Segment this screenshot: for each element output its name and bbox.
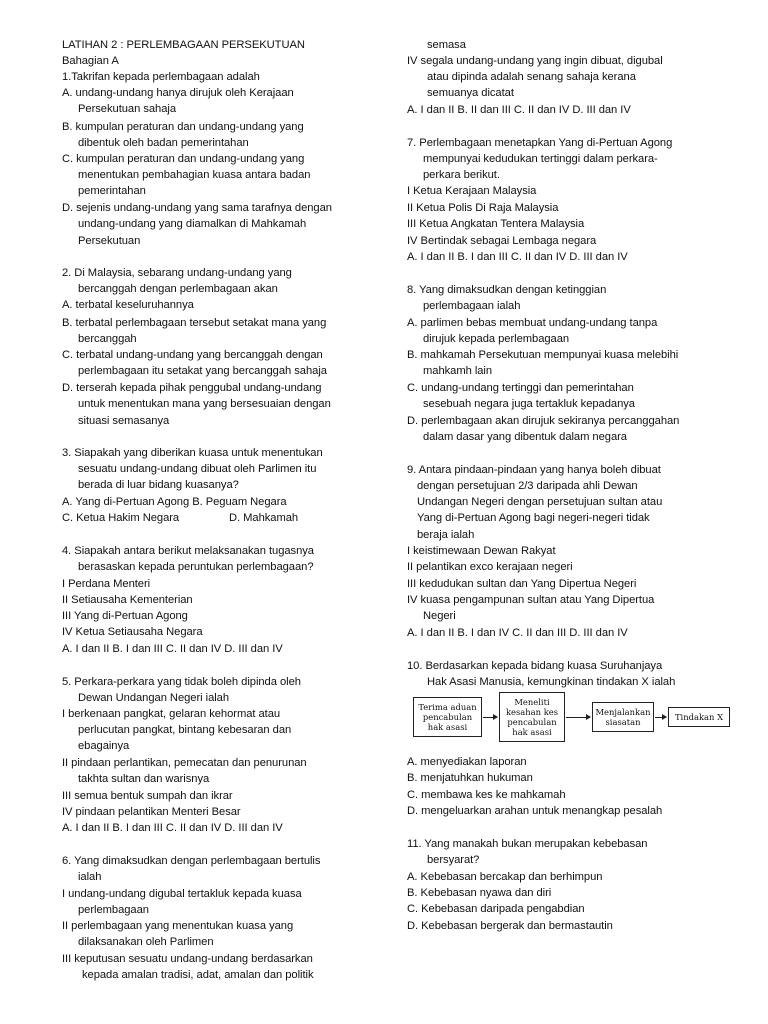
- q6-item-i: I undang-undang digubal tertakluk kepada kuasa: [62, 888, 302, 900]
- flow-box-receive-complaint: [413, 697, 482, 737]
- q11-stem-cont: bersyarat?: [427, 854, 480, 866]
- q4-item-ii: II Setiausaha Kementerian: [62, 594, 193, 606]
- flow-arrow-1: [483, 717, 497, 718]
- q5-item-iv: IV pindaan pelantikan Menteri Besar: [62, 806, 241, 818]
- q2-option-d: D. terserah kepada pihak penggubal undang-undang: [62, 382, 322, 394]
- q8-option-d: D. perlembagaan akan dirujuk sekiranya percanggahan: [407, 415, 680, 427]
- q6-item-i-cont: perlembagaan: [78, 904, 149, 916]
- q11-option-c: C. Kebebasan daripada pengabdian: [407, 903, 585, 915]
- q9-item-i: I keistimewaan Dewan Rakyat: [407, 545, 556, 557]
- flow-box2-line2: kesahan kes: [505, 707, 559, 717]
- q3-stem: 3. Siapakah yang diberikan kuasa untuk menentukan: [62, 447, 323, 459]
- q9-answers: A. I dan II B. I dan IV C. II dan III D. III dan IV: [407, 627, 628, 639]
- q1-option-a: A. undang-undang hanya dirujuk oleh Kerajaan: [62, 87, 294, 99]
- q4-item-iv: IV Ketua Setiausaha Negara: [62, 626, 203, 638]
- q1-option-a-cont: Persekutuan sahaja: [78, 103, 176, 115]
- q2-option-c-cont: perlembagaan itu setakat yang bercanggah sahaja: [78, 365, 327, 377]
- q4-item-i: I Perdana Menteri: [62, 578, 151, 590]
- worksheet-title: LATIHAN 2 : PERLEMBAGAAN PERSEKUTUAN: [62, 39, 305, 51]
- flow-box-verify-case: [499, 692, 565, 742]
- q4-item-iii: III Yang di-Pertuan Agong: [62, 610, 188, 622]
- q2-option-d-cont2: situasi semasanya: [78, 415, 170, 427]
- q1-option-c-cont: menentukan pembahagian kuasa antara badan: [78, 169, 311, 181]
- q6-item-ii: II perlembagaan yang menentukan kuasa yang: [62, 920, 294, 932]
- q3-option-d: D. Mahkamah: [229, 512, 299, 524]
- q8-stem-cont: perlembagaan ialah: [423, 300, 521, 312]
- flow-box2-line3: pencabulan: [507, 717, 557, 727]
- q7-stem-cont: mempunyai kedudukan tertinggi dalam perkara-: [423, 153, 658, 165]
- q6-stem: 6. Yang dimaksudkan dengan perlembagaan bertulis: [62, 855, 321, 867]
- q2-option-b-cont: bercanggah: [78, 333, 137, 345]
- flow-arrow-3: [655, 717, 666, 718]
- q8-stem: 8. Yang dimaksudkan dengan ketinggian: [407, 284, 607, 296]
- q11-option-d: D. Kebebasan bergerak dan bermastautin: [407, 920, 613, 932]
- q8-option-c-cont: sesebuah negara juga tertakluk kepadanya: [423, 398, 635, 410]
- q2-option-a: A. terbatal keseluruhannya: [62, 299, 194, 311]
- q6-stem-cont: ialah: [78, 871, 102, 883]
- q9-item-iv: IV kuasa pengampunan sultan atau Yang Dipertua: [407, 594, 655, 606]
- q6-answers: A. I dan II B. II dan III C. II dan IV D. III dan IV: [407, 104, 631, 116]
- q7-item-iv: IV Bertindak sebagai Lembaga negara: [407, 235, 597, 247]
- flow-box1-line1: Terima aduan: [418, 702, 477, 712]
- q1-option-c-cont2: pemerintahan: [78, 185, 146, 197]
- q6-item-iii-cont2: semasa: [427, 39, 466, 51]
- q10-option-c: C. membawa kes ke mahkamah: [407, 789, 566, 801]
- q7-item-iii: III Ketua Angkatan Tentera Malaysia: [407, 218, 585, 230]
- q1-option-b: B. kumpulan peraturan dan undang-undang yang: [62, 121, 304, 133]
- q5-item-i-cont: perlucutan pangkat, bintang kebesaran dan: [78, 724, 292, 736]
- q11-stem: 11. Yang manakah bukan merupakan kebebasan: [407, 838, 648, 850]
- q8-option-a-cont: dirujuk kepada perlembagaan: [423, 333, 570, 345]
- flow-arrow-2: [566, 717, 590, 718]
- q6-item-iv-cont2: semuanya dicatat: [427, 87, 514, 99]
- q9-stem-cont: dengan persetujuan 2/3 daripada ahli Dewan: [417, 480, 638, 492]
- flow-box-action-x: [668, 707, 730, 727]
- q6-item-ii-cont: dilaksanakan oleh Parlimen: [78, 936, 214, 948]
- q8-option-b-cont: mahkamh lain: [423, 365, 493, 377]
- q2-option-c: C. terbatal undang-undang yang bercanggah dengan: [62, 349, 323, 361]
- q7-item-ii: II Ketua Polis Di Raja Malaysia: [407, 202, 559, 214]
- q5-item-i: I berkenaan pangkat, gelaran kehormat atau: [62, 708, 281, 720]
- q4-stem: 4. Siapakah antara berikut melaksanakan tugasnya: [62, 545, 314, 557]
- q1-stem: 1.Takrifan kepada perlembagaan adalah: [62, 71, 260, 83]
- q8-option-b: B. mahkamah Persekutuan mempunyai kuasa melebihi: [407, 349, 679, 361]
- flow-box3-line2: siasatan: [605, 717, 641, 727]
- q10-stem: 10. Berdasarkan kepada bidang kuasa Suruhanjaya: [407, 660, 663, 672]
- q3-stem-cont: sesuatu undang-undang dibuat oleh Parlimen itu: [78, 463, 317, 475]
- flow-box2-line4: hak asasi: [512, 727, 552, 737]
- q5-stem-cont: Dewan Undangan Negeri ialah: [78, 692, 230, 704]
- q8-option-a: A. parlimen bebas membuat undang-undang tanpa: [407, 317, 658, 329]
- q9-item-iv-cont: Negeri: [423, 610, 456, 622]
- q3-option-c: C. Ketua Hakim Negara: [62, 512, 180, 524]
- q6-item-iv: IV segala undang-undang yang ingin dibuat, digubal: [407, 55, 663, 67]
- flow-box1-line3: hak asasi: [427, 722, 468, 732]
- flow-box-investigate: [592, 702, 654, 732]
- q5-item-i-cont2: ebagainya: [78, 740, 130, 752]
- q9-item-ii: II pelantikan exco kerajaan negeri: [407, 561, 573, 573]
- q10-flowchart: [409, 691, 731, 747]
- q5-item-iii: III semua bentuk sumpah dan ikrar: [62, 790, 233, 802]
- q2-stem: 2. Di Malaysia, sebarang undang-undang yang: [62, 267, 292, 279]
- q9-item-iii: III kedudukan sultan dan Yang Dipertua Negeri: [407, 578, 637, 590]
- q1-option-b-cont: dibentuk oleh badan pemerintahan: [78, 137, 249, 149]
- q7-item-i: I Ketua Kerajaan Malaysia: [407, 185, 537, 197]
- q1-option-c: C. kumpulan peraturan dan undang-undang yang: [62, 153, 305, 165]
- q5-item-ii-cont: takhta sultan dan warisnya: [78, 773, 210, 785]
- q7-answers: A. I dan II B. I dan III C. II dan IV D. III dan IV: [407, 251, 628, 263]
- q10-stem-cont: Hak Asasi Manusia, kemungkinan tindakan X ialah: [427, 676, 676, 688]
- q9-stem-cont4: beraja ialah: [417, 529, 475, 541]
- q5-item-ii: II pindaan perlantikan, pemecatan dan penurunan: [62, 757, 307, 769]
- q8-option-d-cont: dalam dasar yang dibentuk dalam negara: [423, 431, 627, 443]
- q1-option-d: D. sejenis undang-undang yang sama tarafnya dengan: [62, 202, 332, 214]
- q10-option-a: A. menyediakan laporan: [407, 756, 527, 768]
- q10-option-b: B. menjatuhkan hukuman: [407, 772, 533, 784]
- q7-stem-cont2: perkara berikut.: [423, 169, 500, 181]
- q5-stem: 5. Perkara-perkara yang tidak boleh dipinda oleh: [62, 676, 301, 688]
- flow-box3-line1: Menjalankan: [595, 707, 651, 717]
- q2-stem-cont: bercanggah dengan perlembagaan akan: [78, 283, 278, 295]
- q11-option-b: B. Kebebasan nyawa dan diri: [407, 887, 552, 899]
- q1-option-d-cont: undang-undang yang diamalkan di Mahkamah: [78, 218, 307, 230]
- q4-stem-cont: berasaskan kepada peruntukan perlembagaan?: [78, 561, 314, 573]
- q3-options-ab: A. Yang di-Pertuan Agong B. Peguam Negara: [62, 496, 287, 508]
- q9-stem-cont2: Undangan Negeri dengan persetujuan sultan atau: [417, 496, 663, 508]
- q9-stem-cont3: Yang di-Pertuan Agong bagi negeri-negeri tidak: [417, 512, 650, 524]
- q1-option-d-cont2: Persekutuan: [78, 235, 141, 247]
- q9-stem: 9. Antara pindaan-pindaan yang hanya boleh dibuat: [407, 464, 661, 476]
- q4-answers: A. I dan II B. I dan III C. II dan IV D. III dan IV: [62, 643, 283, 655]
- flow-box2-line1: Meneliti: [514, 697, 550, 707]
- q2-option-b: B. terbatal perlembagaan tersebut setakat mana yang: [62, 317, 327, 329]
- q6-item-iii-cont: kepada amalan tradisi, adat, amalan dan politik: [82, 969, 314, 981]
- q10-option-d: D. mengeluarkan arahan untuk menangkap pesalah: [407, 805, 663, 817]
- q5-answers: A. I dan II B. I dan III C. II dan IV D. III dan IV: [62, 822, 283, 834]
- q11-option-a: A. Kebebasan bercakap dan berhimpun: [407, 871, 603, 883]
- q8-option-c: C. undang-undang tertinggi dan pemerintahan: [407, 382, 634, 394]
- q6-item-iv-cont: atau dipinda adalah senang sahaja kerana: [427, 71, 636, 83]
- section-label: Bahagian A: [62, 55, 119, 67]
- q2-option-d-cont: untuk menentukan mana yang bersesuaian dengan: [78, 398, 331, 410]
- q7-stem: 7. Perlembagaan menetapkan Yang di-Pertuan Agong: [407, 137, 673, 149]
- flow-box1-line2: pencabulan: [422, 712, 473, 722]
- flow-box4-label: Tindakan X: [674, 712, 724, 722]
- q3-stem-cont2: berada di luar bidang kuasanya?: [78, 479, 239, 491]
- q6-item-iii: III keputusan sesuatu undang-undang berdasarkan: [62, 953, 313, 965]
